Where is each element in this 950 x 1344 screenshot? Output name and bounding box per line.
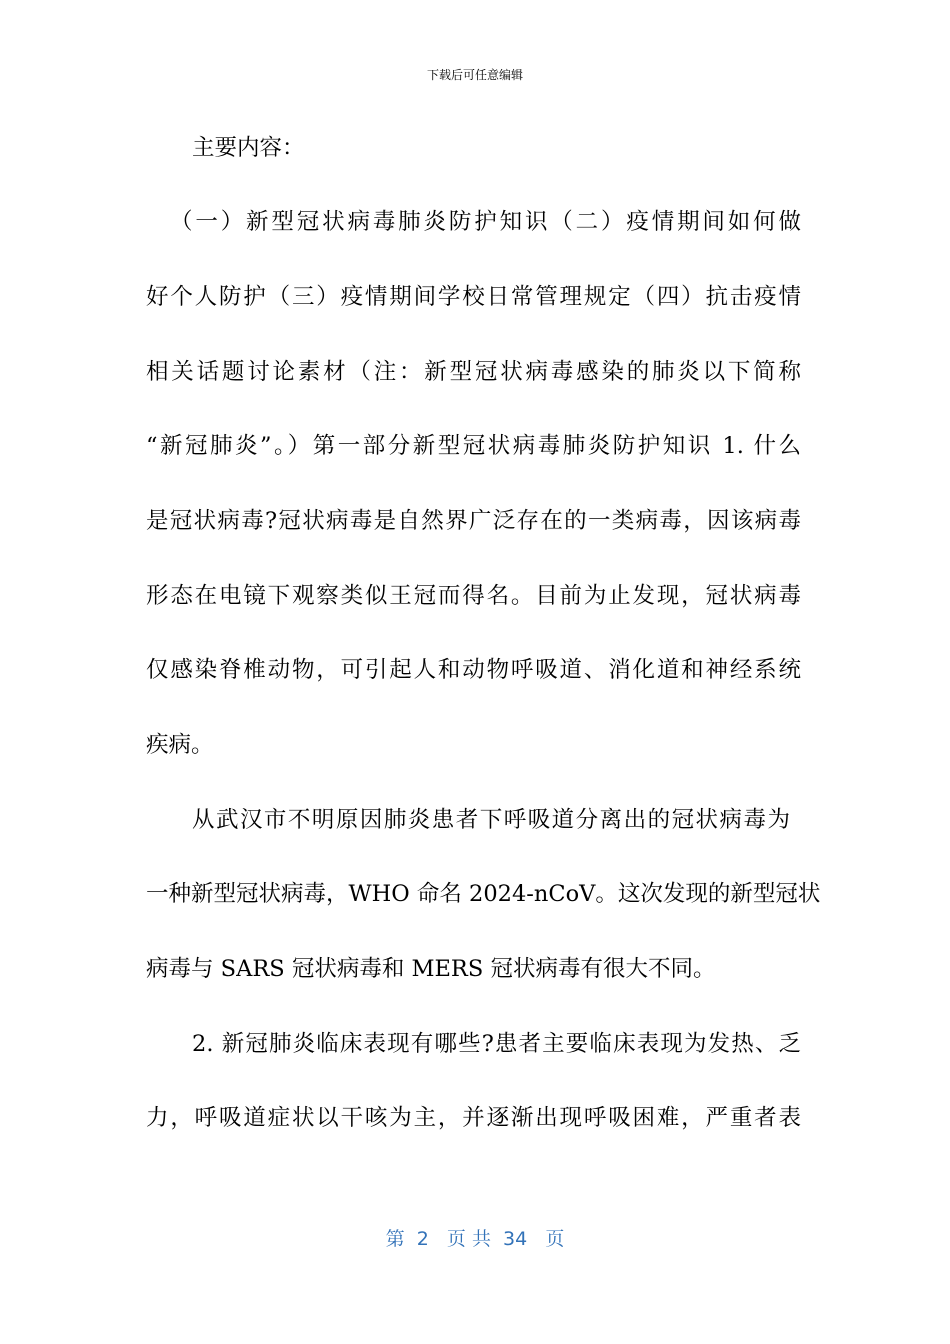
text-line: 力，呼吸道症状以干咳为主，并逐渐出现呼吸困难，严重者表 (146, 1105, 801, 1131)
text-line: 病毒与 SARS 冠状病毒和 MERS 冠状病毒有很大不同。 (146, 956, 716, 982)
text-line: 相关话题讨论素材（注：新型冠状病毒感染的肺炎以下简称 (146, 359, 801, 385)
text-line: 疾病。 (146, 732, 214, 758)
text-line: 2. 新冠肺炎临床表现有哪些?患者主要临床表现为发热、乏 (192, 1031, 801, 1057)
text-line: 一种新型冠状病毒，WHO 命名 2024-nCoV。这次发现的新型冠状 (146, 881, 821, 907)
text-line: “新冠肺炎”。）第一部分新型冠状病毒肺炎防护知识 1. 什么 (146, 433, 801, 459)
text-line: 好个人防护（三）疫情期间学校日常管理规定（四）抗击疫情 (146, 284, 801, 310)
text-line: 是冠状病毒?冠状病毒是自然界广泛存在的一类病毒，因该病毒 (146, 508, 801, 534)
text-line: 形态在电镜下观察类似王冠而得名。目前为止发现，冠状病毒 (146, 583, 801, 609)
paragraph-heading: 主要内容： (192, 135, 305, 161)
text-line: （一）新型冠状病毒肺炎防护知识（二）疫情期间如何做 (170, 209, 801, 235)
text-line: 仅感染脊椎动物，可引起人和动物呼吸道、消化道和神经系统 (146, 657, 801, 683)
text-line: 从武汉市不明原因肺炎患者下呼吸道分离出的冠状病毒为 (192, 807, 790, 833)
page-header: 下载后可任意编辑 (426, 68, 523, 82)
page-number-footer: 第 2 页 共 34 页 (385, 1228, 565, 1250)
